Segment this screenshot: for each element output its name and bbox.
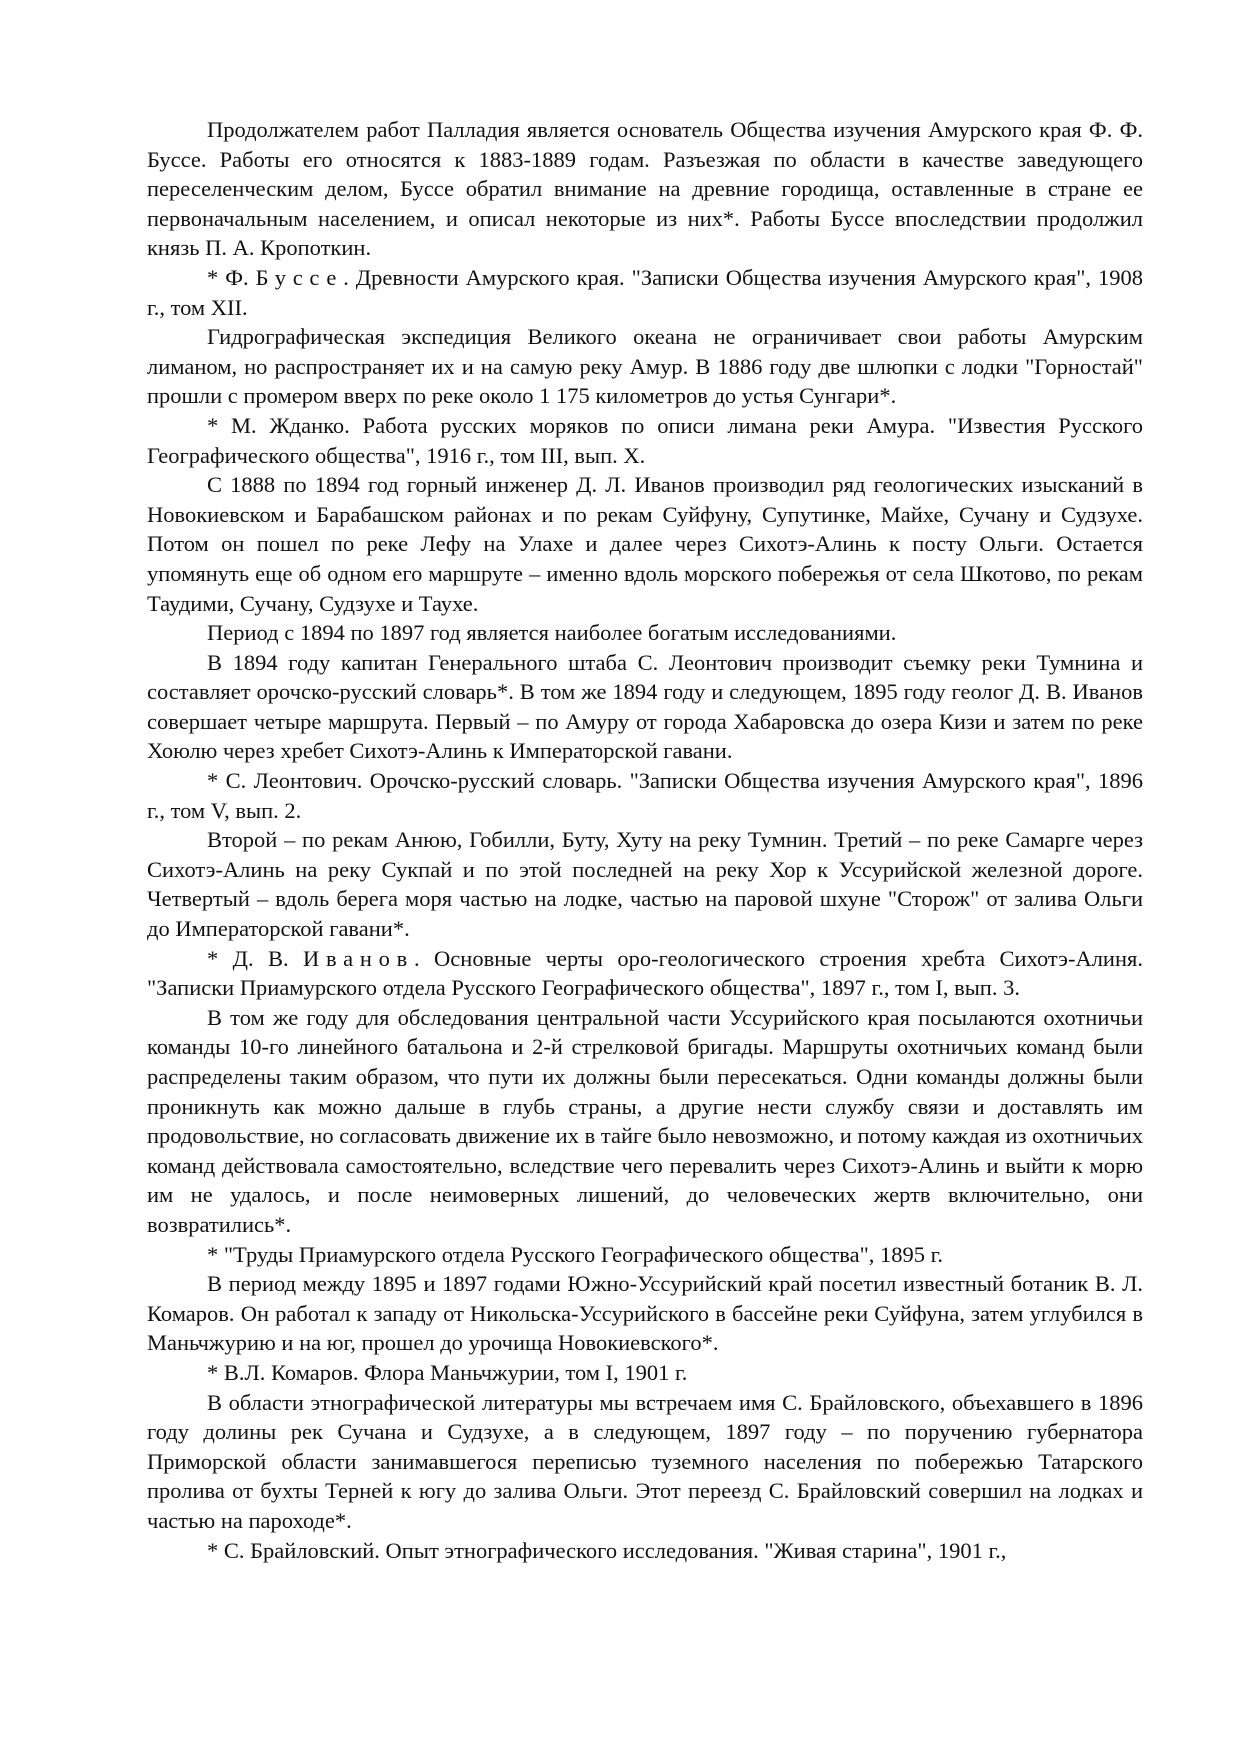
footnote-prefix: * Д. В.	[207, 945, 304, 971]
paragraph: В 1894 году капитан Генерального штаба С. Леонтович производит съемку реки Тумнина и составляет орочско-русский словарь*. В том же 1894 году и следующем, 1895 году геолог Д. В. Иванов совершает четыре маршрута. Первый – по Амуру от города Хабаровска до озера Кизи и затем по реке Хоюлю через хребет Сихотэ-Алинь к Императорской гавани.	[147, 649, 1143, 764]
footnote: * В.Л. Комаров. Флора Маньчжурии, том I, 1901 г.	[207, 1359, 688, 1385]
paragraph: Продолжателем работ Палладия является основатель Общества изучения Амурского края Ф. Ф. Буссе. Работы его относятся к 1883-1889 годам. Разъезжая по области в качестве заведующего переселенческим делом, Буссе обратил внимание на древние городища, оставленные в стране ее первоначальным населением, и описал некоторые из них*. Работы Буссе впоследствии продолжил князь П. А. Кропоткин.	[147, 117, 1143, 261]
footnote-text: . Основные черты оро-геологического строения хребта Сихотэ-Алиня. "Записки Приамурского отдела Русского Географического общества", 1897 г., том I, вып. 3.	[147, 945, 1143, 1001]
paragraph: В области этнографической литературы мы встречаем имя С. Брайловского, объехавшего в 1896 году долины рек Сучана и Судзухе, а в следующем, 1897 году – по поручению губернатора Приморской области занимавшегося переписью туземного населения по побережью Татарского пролива от бухты Терней к югу до залива Ольги. Этот переезд С. Брайловский совершил на лодках и частью на пароходе*.	[147, 1389, 1143, 1533]
footnote: * С. Брайловский. Опыт этнографического исследования. "Живая старина", 1901 г.,	[207, 1537, 1007, 1563]
paragraph: Период с 1894 по 1897 год является наиболее богатым исследованиями.	[207, 620, 897, 646]
footnote: * С. Леонтович. Орочско-русский словарь. "Записки Общества изучения Амурского края", 1896 г., том V, вып. 2.	[147, 768, 1143, 823]
paragraph: Второй – по рекам Анюю, Гобилли, Буту, Хуту на реку Тумнин. Третий – по реке Самарге через Сихотэ-Алинь на реку Сукпай и по этой последней на реку Хор к Уссурийской железной дороге. Четвертый – вдоль берега моря частью на лодке, частью на паровой шхуне "Сторож" от залива Ольги до Императорской гавани*.	[147, 827, 1143, 942]
paragraph: В период между 1895 и 1897 годами Южно-Уссурийский край посетил известный ботаник В. Л. Комаров. Он работал к западу от Никольска-Уссурийского в бассейне реки Суйфуна, затем углубился в Маньчжурию и на юг, прошел до урочища Новокиевского*.	[147, 1271, 1143, 1356]
footnote: * М. Жданко. Работа русских моряков по описи лимана реки Амура. "Известия Русского Географического общества", 1916 г., том III, вып. X.	[147, 412, 1143, 468]
footnote-author: Буссе	[255, 264, 344, 290]
paragraph: С 1888 по 1894 год горный инженер Д. Л. Иванов производил ряд геологических изысканий в Новокиевском и Барабашском районах и по рекам Суйфуну, Супутинке, Майхе, Сучану и Судзухе. Потом он пошел по реке Лефу на Улахе и далее через Сихотэ-Алинь к посту Ольги. Остается упомянуть еще об одном его маршруте – именно вдоль морского побережья от села Шкотово, по рекам Таудими, Сучану, Судзухе и Таухе.	[147, 472, 1143, 616]
footnote-prefix: * Ф.	[207, 264, 256, 290]
document-page	[147, 115, 1143, 1565]
footnote	[147, 944, 1143, 1003]
paragraph: Гидрографическая экспедиция Великого океана не ограничивает свои работы Амурским лиманом, но распространяет их и на самую реку Амур. В 1886 году две шлюпки с лодки "Горностай" прошли с промером вверх по реке около 1 175 километров до устья Сунгари*.	[147, 324, 1143, 409]
footnote: * "Труды Приамурского отдела Русского Географического общества", 1895 г.	[207, 1241, 943, 1267]
paragraph: В том же году для обследования центральной части Уссурийского края посылаются охотничьи команды 10-го линейного батальона и 2-й стрелковой бригады. Маршруты охотничьих команд были распределены таким образом, что пути их должны были пересекаться. Одни команды должны были проникнуть как можно дальше в глубь страны, а другие нести службу связи и доставлять им продовольствие, но согласовать движение их в тайге было невозможно, и потому каждая из охотничьих команд действовала самостоятельно, вследствие чего перевалить через Сихотэ-Алинь и выйти к морю им не удалось, и после неимоверных лишений, до человеческих жертв включительно, они возвратились*.	[147, 1004, 1143, 1237]
footnote-author: Иванов	[303, 945, 415, 971]
footnote	[147, 263, 1143, 322]
footnote-text: . Древности Амурского края. "Записки Общества изучения Амурского края", 1908 г., том XII.	[147, 264, 1143, 320]
